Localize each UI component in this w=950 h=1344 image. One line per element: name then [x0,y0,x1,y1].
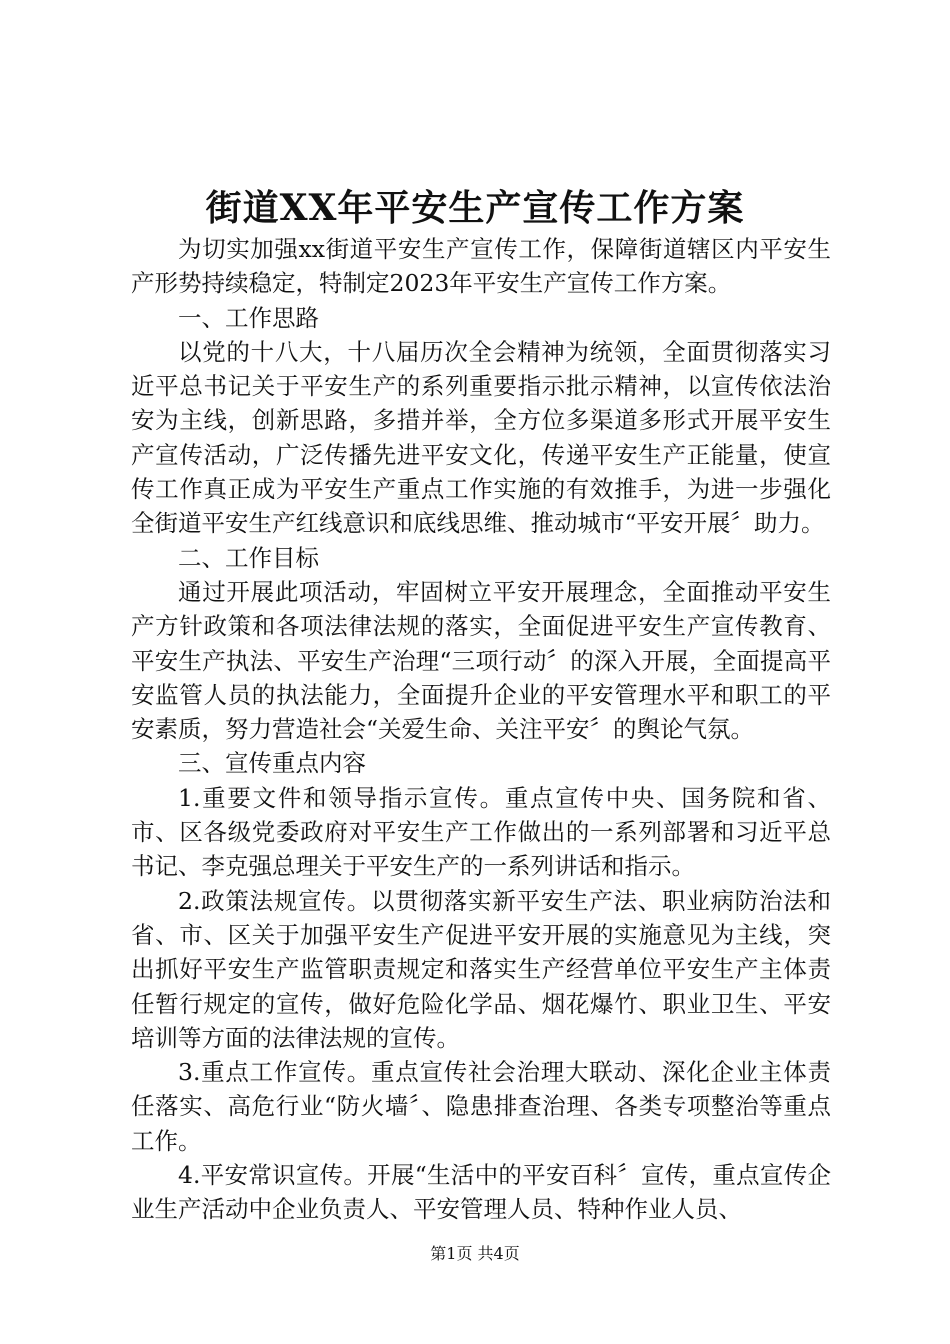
key-content-item-3: 3.重点工作宣传。重点宣传社会治理大联动、深化企业主体责任落实、高危行业“防火墙〞、隐患排查治理、各类专项整治等重点工作。 [131,1058,831,1155]
work-approach-paragraph: 以党的十八大，十八届历次全会精神为统领，全面贯彻落实习近平总书记关于平安生产的系列重要指示批示精神，以宣传依法治安为主线，创新思路，多措并举，全方位多渠道多形式开展平安生产宣传活动，广泛传播先进平安文化，传递平安生产正能量，使宣传工作真正成为平安生产重点工作实施的有效推手，为进一步强化全街道平安生产红线意识和底线思维、推动城市“平安开展〞助力。 [131,337,831,538]
section-heading-work-goals: 二、工作目标 [178,543,319,572]
key-content-item-4: 4.平安常识宣传。开展“生活中的平安百科〞宣传，重点宣传企业生产活动中企业负责人、平安管理人员、特种作业人员、 [131,1161,831,1224]
key-content-item-2: 2.政策法规宣传。以贯彻落实新平安生产法、职业病防治法和省、市、区关于加强平安生产促进平安开展的实施意见为主线，突出抓好平安生产监管职责规定和落实生产经营单位平安生产主体责任暂行规定的宣传，做好危险化学品、烟花爆竹、职业卫生、平安培训等方面的法律法规的宣传。 [131,886,831,1052]
document-title: 街道XX年平安生产宣传工作方案 [205,187,745,229]
document-body [131,232,831,1227]
page-number-footer: 第1页 共4页 [430,1244,520,1263]
section-heading-work-approach: 一、工作思路 [178,303,319,332]
work-goals-paragraph: 通过开展此项活动，牢固树立平安开展理念，全面推动平安生产方针政策和各项法律法规的落实，全面促进平安生产宣传教育、平安生产执法、平安生产治理“三项行动〞的深入开展，全面提高平安监管人员的执法能力，全面提升企业的平安管理水平和职工的平安素质，努力营造社会“关爱生命、关注平安〞的舆论气氛。 [131,577,831,744]
key-content-item-1: 1.重要文件和领导指示宣传。重点宣传中央、国务院和省、市、区各级党委政府对平安生产工作做出的一系列部署和习近平总书记、李克强总理关于平安生产的一系列讲话和指示。 [131,783,831,881]
intro-paragraph: 为切实加强xx街道平安生产宣传工作，保障街道辖区内平安生产形势持续稳定，特制定2023年平安生产宣传工作方案。 [131,235,831,298]
section-heading-key-content: 三、宣传重点内容 [178,749,366,778]
